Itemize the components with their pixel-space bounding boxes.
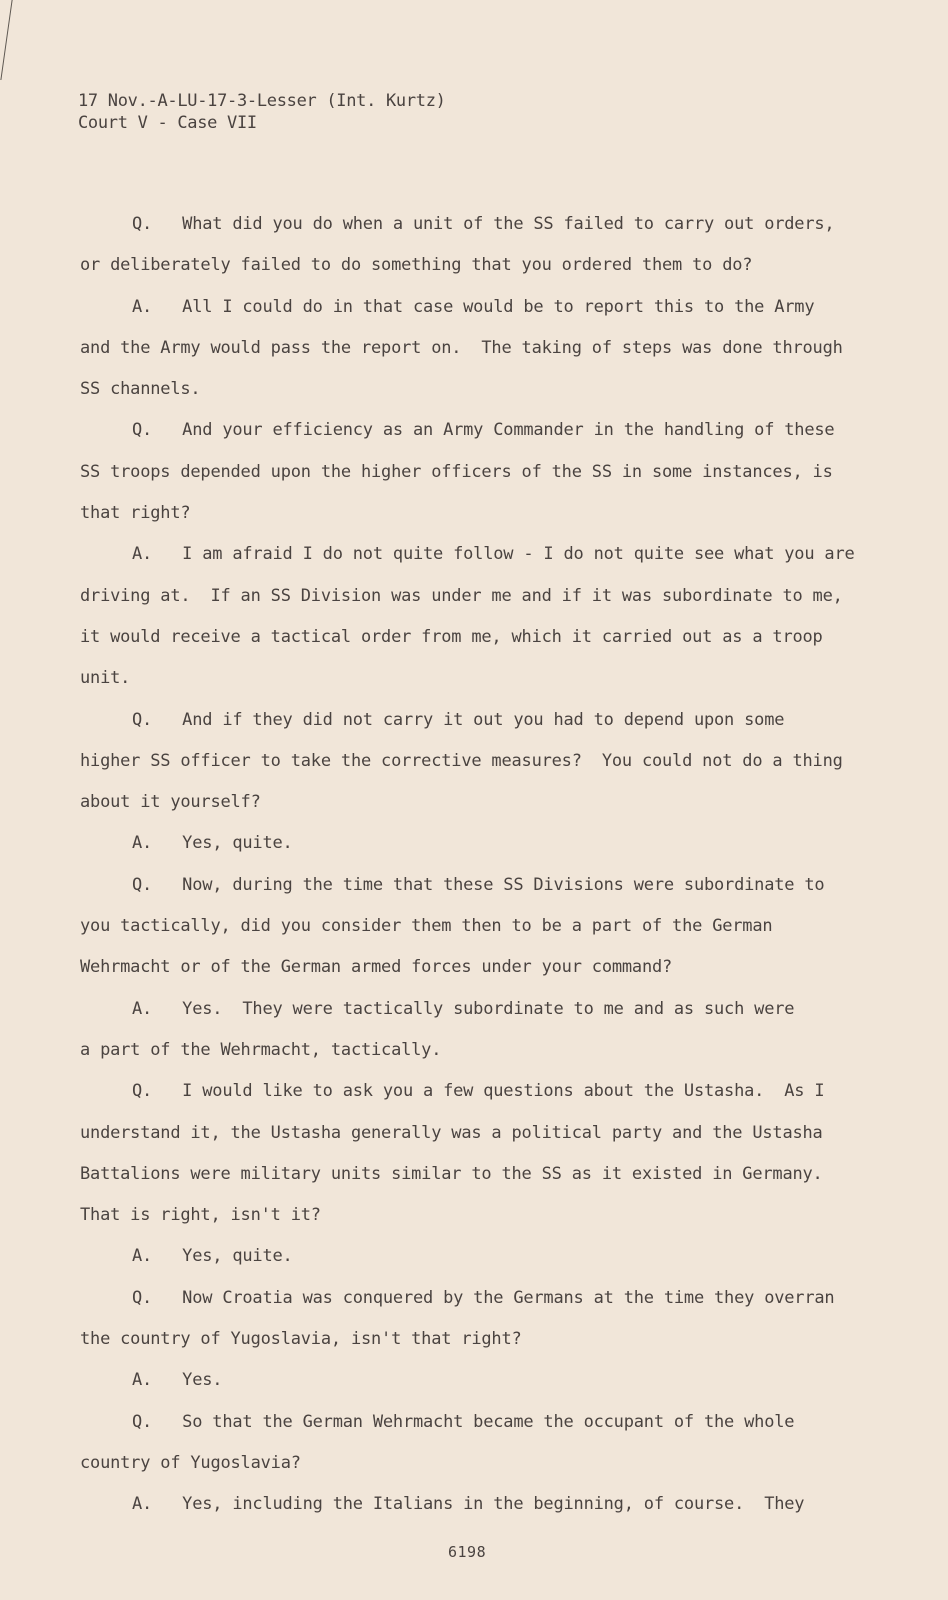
- transcript-line: higher SS officer to take the corrective measures? You could not do a thing: [80, 750, 843, 771]
- transcript-line: A. Yes.: [132, 1370, 223, 1391]
- transcript-line: SS troops depended upon the higher officers of the SS in some instances, is: [80, 461, 833, 482]
- transcript-line: understand it, the Ustasha generally was a political party and the Ustasha: [80, 1122, 823, 1143]
- document-header: [78, 90, 446, 134]
- transcript-line: Battalions were military units similar to the SS as it existed in Germany.: [80, 1163, 823, 1184]
- transcript-line: SS channels.: [80, 379, 201, 400]
- transcript-paragraph: [80, 989, 880, 1072]
- transcript-line: the country of Yugoslavia, isn't that right?: [80, 1329, 522, 1350]
- transcript-line: A. All I could do in that case would be to report this to the Army: [132, 296, 815, 317]
- margin-mark: [0, 0, 26, 80]
- transcript-line: That is right, isn't it?: [80, 1205, 321, 1226]
- transcript-line: or deliberately failed to do something that you ordered them to do?: [80, 255, 753, 276]
- transcript-line: A. Yes, including the Italians in the beginning, of course. They: [132, 1494, 805, 1515]
- transcript-line: that right?: [80, 503, 191, 524]
- transcript-line: it would receive a tactical order from me, which it carried out as a troop: [80, 626, 823, 647]
- transcript-line: A. Yes, quite.: [132, 833, 293, 854]
- transcript-paragraph: [80, 1402, 880, 1485]
- transcript-line: Q. So that the German Wehrmacht became the occupant of the whole: [132, 1411, 795, 1432]
- transcript-paragraph: [80, 1236, 880, 1277]
- transcript-line: A. Yes, quite.: [132, 1246, 293, 1267]
- transcript-line: Q. What did you do when a unit of the SS failed to carry out orders,: [132, 214, 835, 234]
- transcript-line: A. Yes. They were tactically subordinate to me and as such were: [132, 998, 795, 1019]
- transcript-line: Q. Now, during the time that these SS Divisions were subordinate to: [132, 874, 825, 895]
- transcript-paragraph: [80, 823, 880, 864]
- transcript-paragraph: [80, 410, 880, 534]
- transcript-line: country of Yugoslavia?: [80, 1452, 301, 1473]
- transcript-paragraph: [80, 700, 880, 824]
- transcript-paragraph: [80, 1278, 880, 1361]
- transcript-line: unit.: [80, 668, 131, 689]
- transcript-line: A. I am afraid I do not quite follow - I do not quite see what you are: [132, 544, 855, 565]
- transcript-paragraph: [80, 287, 880, 411]
- header-court: Court V - Case VII: [78, 113, 257, 133]
- transcript-paragraph: [80, 1071, 880, 1236]
- transcript-paragraph: [80, 1360, 880, 1401]
- transcript-paragraph: [80, 204, 880, 287]
- transcript-line: Q. And your efficiency as an Army Commander in the handling of these: [132, 420, 835, 441]
- transcript-line: Q. I would like to ask you a few questions about the Ustasha. As I: [132, 1081, 825, 1102]
- transcript-line: about it yourself?: [80, 792, 261, 813]
- transcript-line: you tactically, did you consider them then to be a part of the German: [80, 916, 773, 937]
- transcript-line: Wehrmacht or of the German armed forces under your command?: [80, 957, 673, 978]
- transcript-line: a part of the Wehrmacht, tactically.: [80, 1039, 442, 1060]
- transcript-line: Q. Now Croatia was conquered by the Germans at the time they overran: [132, 1287, 835, 1308]
- page-number: 6198: [448, 1543, 487, 1561]
- header-reference: 17 Nov.-A-LU-17-3-Lesser (Int. Kurtz): [78, 91, 446, 111]
- transcript-line: and the Army would pass the report on. The taking of steps was done through: [80, 337, 843, 358]
- transcript-line: Q. And if they did not carry it out you had to depend upon some: [132, 709, 785, 730]
- transcript-body: [80, 204, 880, 1526]
- transcript-line: driving at. If an SS Division was under me and if it was subordinate to me,: [80, 585, 843, 606]
- transcript-paragraph: [80, 865, 880, 989]
- transcript-paragraph: [80, 534, 880, 699]
- transcript-paragraph: [80, 1484, 880, 1525]
